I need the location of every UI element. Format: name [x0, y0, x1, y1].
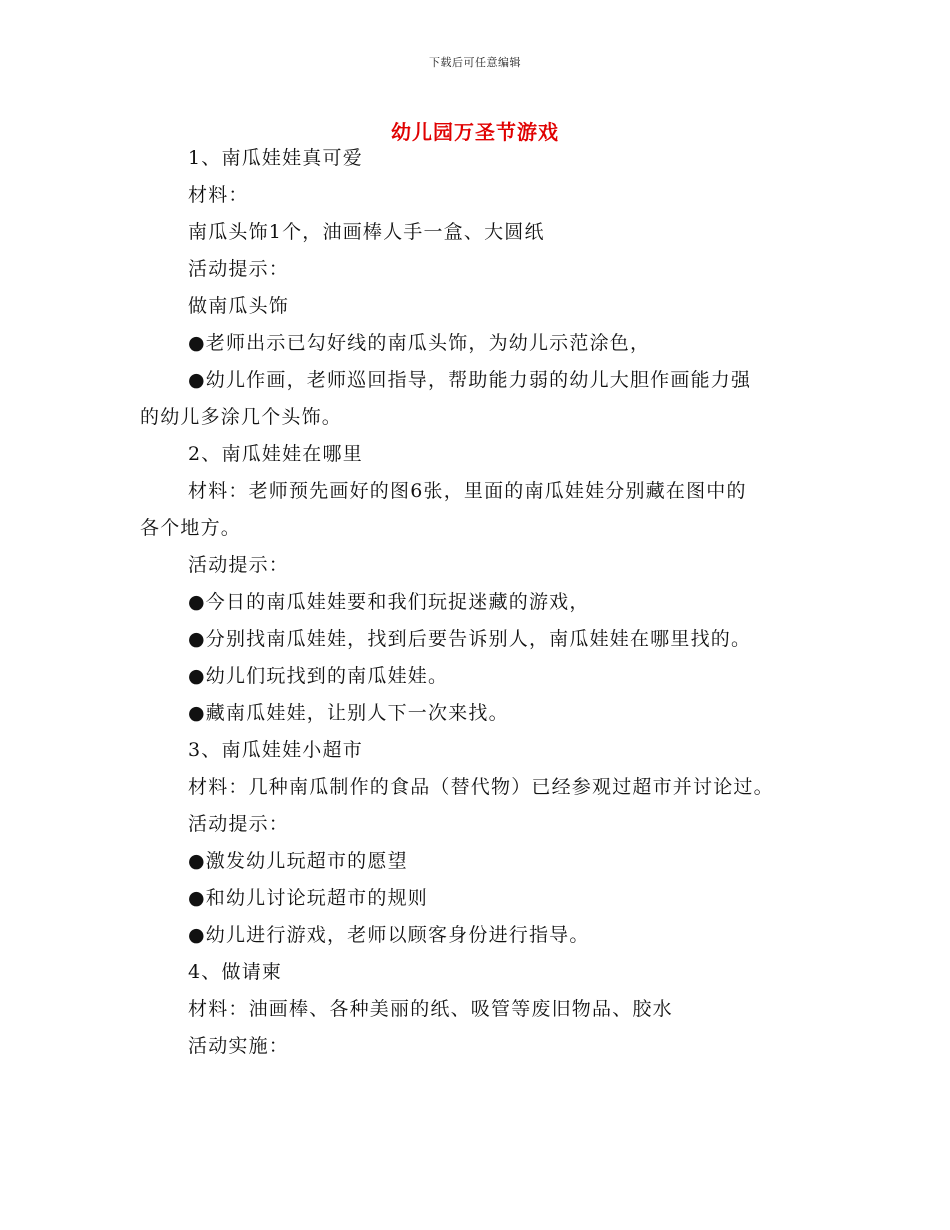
bullet-item: ●今日的南瓜娃娃要和我们玩捉迷藏的游戏， [188, 591, 590, 613]
paragraph: 南瓜头饰1个，油画棒人手一盒、大圆纸 [188, 221, 545, 243]
bullet-item: ●和幼儿讨论玩超市的规则 [188, 887, 428, 909]
bullet-item: ●幼儿们玩找到的南瓜娃娃。 [188, 665, 449, 687]
section-heading: 3、南瓜娃娃小超市 [188, 739, 363, 761]
tips-label: 活动提示： [188, 554, 290, 576]
section-heading: 4、做请柬 [188, 961, 283, 983]
implementation-label: 活动实施： [188, 1035, 290, 1057]
bullet-item: ●激发幼儿玩超市的愿望 [188, 850, 408, 872]
bullet-item: ●分别找南瓜娃娃，找到后要告诉别人，南瓜娃娃在哪里找的。 [188, 628, 752, 650]
tips-label: 活动提示： [188, 258, 290, 280]
page-header-note: 下载后可任意编辑 [429, 56, 521, 69]
materials-label: 材料： [188, 184, 249, 206]
bullet-item: ●老师出示已勾好线的南瓜头饰，为幼儿示范涂色， [188, 332, 651, 354]
document-body [140, 140, 830, 1065]
tips-label: 活动提示： [188, 813, 290, 835]
document-title: 幼儿园万圣节游戏 [391, 120, 559, 144]
paragraph: 材料：油画棒、各种美丽的纸、吸管等废旧物品、胶水 [188, 998, 673, 1020]
paragraph: 材料：几种南瓜制作的食品（替代物）已经参观过超市并讨论过。 [188, 776, 774, 798]
section-heading: 2、南瓜娃娃在哪里 [188, 443, 363, 465]
paragraph: 做南瓜头饰 [188, 295, 290, 317]
section-heading: 1、南瓜娃娃真可爱 [188, 147, 363, 169]
bullet-item: ●幼儿进行游戏，老师以顾客身份进行指导。 [188, 924, 590, 946]
bullet-item: ●幼儿作画，老师巡回指导，帮助能力弱的幼儿大胆作画能力强的幼儿多涂几个头饰。 [140, 369, 752, 428]
paragraph: 材料：老师预先画好的图6张，里面的南瓜娃娃分别藏在图中的各个地方。 [140, 480, 747, 539]
bullet-item: ●藏南瓜娃娃，让别人下一次来找。 [188, 702, 509, 724]
